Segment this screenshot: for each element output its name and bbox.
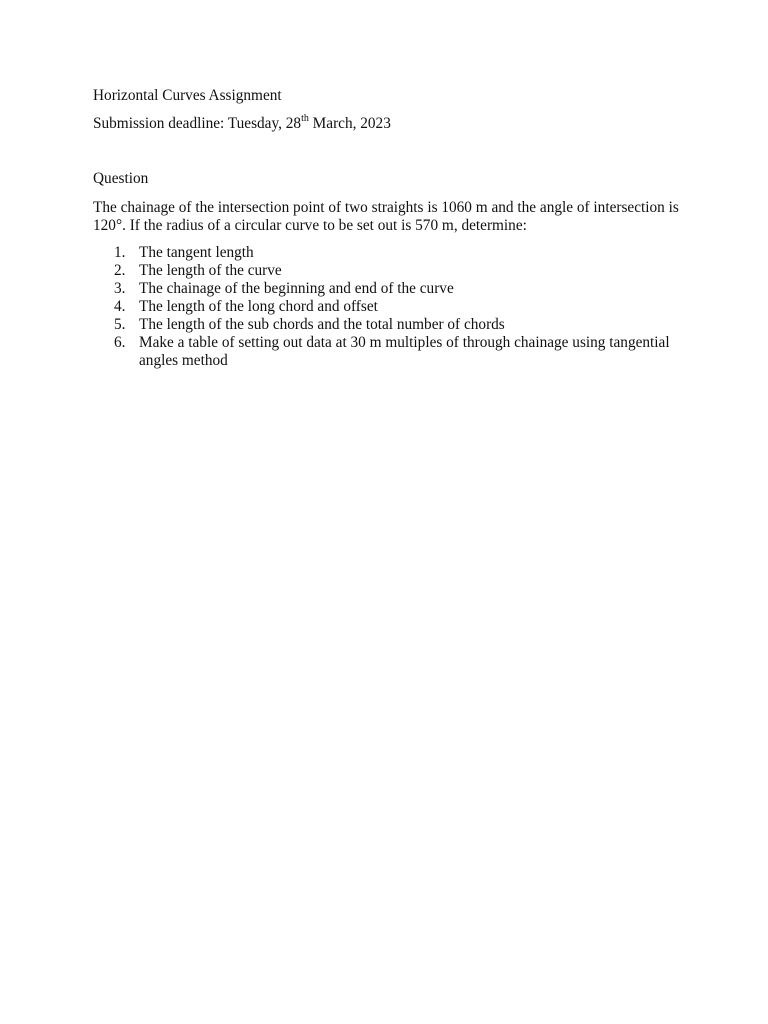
deadline-suffix: March, 2023 bbox=[308, 115, 391, 132]
task-number: 3. bbox=[114, 280, 126, 297]
task-item bbox=[93, 244, 693, 262]
task-text: The length of the long chord and offset bbox=[139, 298, 378, 315]
question-text: The chainage of the intersection point of two straights is 1060 m and the angle of intersection is 120°. If the radius of a circular curve to be set out is 570 m, determine: bbox=[93, 199, 679, 234]
task-item bbox=[93, 298, 693, 316]
question-heading: Question bbox=[93, 170, 149, 187]
task-item bbox=[93, 316, 693, 334]
task-number: 1. bbox=[114, 244, 126, 261]
document-title: Horizontal Curves Assignment bbox=[93, 87, 282, 104]
task-text: The chainage of the beginning and end of the curve bbox=[139, 280, 454, 297]
task-number: 5. bbox=[114, 316, 126, 333]
task-item bbox=[93, 280, 693, 298]
task-number: 6. bbox=[114, 334, 126, 351]
task-text: The length of the sub chords and the total number of chords bbox=[139, 316, 505, 333]
task-item bbox=[93, 262, 693, 280]
task-item bbox=[93, 334, 693, 370]
submission-deadline bbox=[93, 112, 391, 133]
task-text: Make a table of setting out data at 30 m multiples of through chainage using tangential angles method bbox=[139, 334, 670, 369]
task-text: The length of the curve bbox=[139, 262, 282, 279]
deadline-prefix: Submission deadline: Tuesday, 28 bbox=[93, 115, 302, 132]
deadline-ordinal-suffix: th bbox=[301, 112, 309, 124]
task-list bbox=[93, 244, 693, 370]
task-number: 4. bbox=[114, 298, 126, 315]
task-text: The tangent length bbox=[139, 244, 254, 261]
task-number: 2. bbox=[114, 262, 126, 279]
